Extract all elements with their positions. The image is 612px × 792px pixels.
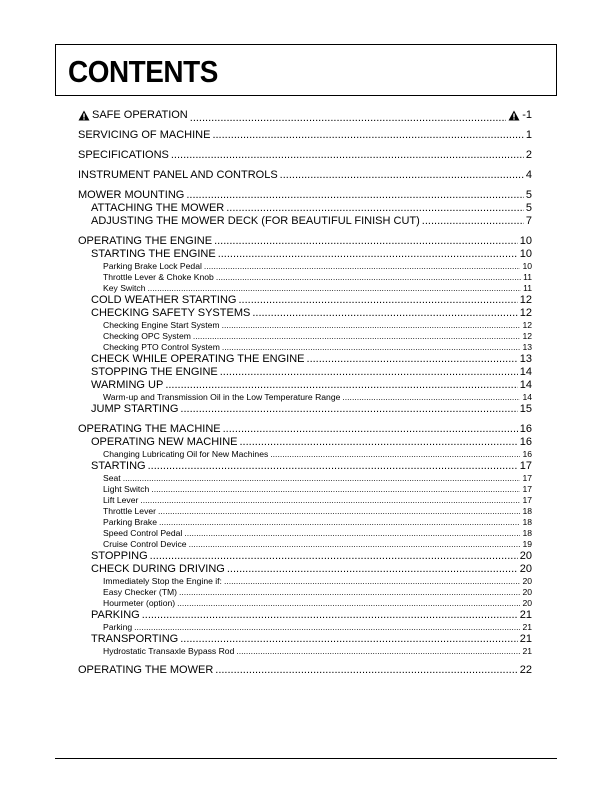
- dot-leader: [239, 436, 517, 449]
- toc-entry[interactable]: [78, 331, 532, 342]
- toc-entry-text: STARTING: [91, 460, 146, 472]
- toc-entry-text: Checking OPC System: [103, 331, 191, 341]
- toc-page-text: 14: [522, 392, 532, 402]
- toc-page-number: [522, 517, 532, 528]
- toc-page-number: [520, 436, 532, 449]
- dot-leader: [134, 622, 520, 633]
- toc-entry[interactable]: [78, 576, 532, 587]
- dot-leader: [186, 189, 524, 202]
- toc-page-number: [523, 283, 532, 294]
- toc-entry[interactable]: [78, 646, 532, 657]
- bottom-rule: [55, 758, 557, 759]
- toc-entry[interactable]: [78, 622, 532, 633]
- toc-page-number: [526, 149, 532, 162]
- toc-entry-label: [103, 539, 187, 550]
- toc-page-text: 17: [522, 473, 532, 483]
- toc-page-number: [522, 598, 532, 609]
- toc-entry-text: Seat: [103, 473, 121, 483]
- toc-page-text: 18: [522, 506, 532, 516]
- toc-page-number: [522, 506, 532, 517]
- toc-entry-label: [103, 495, 138, 506]
- toc-entry[interactable]: [78, 403, 532, 416]
- toc-entry[interactable]: [78, 460, 532, 473]
- toc-entry-label: [78, 189, 184, 202]
- toc-page-text: 2: [525, 149, 532, 161]
- table-of-contents: [78, 109, 532, 677]
- toc-entry-text: Cruise Control Device: [103, 539, 187, 549]
- toc-page-text: 10: [522, 261, 532, 271]
- toc-page-text: 10: [519, 235, 532, 247]
- toc-page-text: 12: [519, 307, 532, 319]
- toc-entry-label: [91, 294, 236, 307]
- toc-page-number: [522, 495, 532, 506]
- toc-entry-text: Throttle Lever & Choke Knob: [103, 272, 214, 282]
- toc-entry[interactable]: [78, 423, 532, 436]
- toc-page-number: [520, 550, 532, 563]
- toc-entry[interactable]: [78, 169, 532, 182]
- toc-entry[interactable]: [78, 235, 532, 248]
- dot-leader: [223, 423, 518, 436]
- toc-entry[interactable]: [78, 202, 532, 215]
- toc-page-text: 14: [519, 379, 532, 391]
- toc-entry-label: [103, 261, 202, 272]
- toc-entry-text: Lift Lever: [103, 495, 139, 505]
- toc-page-number: [526, 215, 532, 228]
- toc-page-text: 20: [519, 563, 532, 575]
- toc-entry-text: Key Switch: [103, 283, 146, 293]
- toc-entry-label: [103, 484, 149, 495]
- toc-page-number: [522, 539, 532, 550]
- toc-page-number: [522, 622, 532, 633]
- toc-entry-label: [78, 169, 278, 182]
- dot-leader: [184, 528, 520, 539]
- toc-page-text: 20: [522, 598, 532, 608]
- toc-page-text: 18: [522, 528, 532, 538]
- toc-entry[interactable]: [78, 484, 532, 495]
- dot-leader: [270, 449, 520, 460]
- toc-entry-label: [103, 598, 175, 609]
- toc-entry-label: [91, 563, 225, 576]
- toc-page-number: [520, 235, 532, 248]
- dot-leader: [236, 646, 520, 657]
- toc-entry[interactable]: [78, 633, 532, 646]
- toc-entry[interactable]: [78, 609, 532, 622]
- toc-entry[interactable]: [78, 598, 532, 609]
- toc-entry-label: [78, 423, 221, 436]
- page-title: CONTENTS: [68, 54, 218, 89]
- toc-entry-text: Light Switch: [103, 484, 150, 494]
- toc-entry-label: [103, 342, 220, 353]
- toc-page-text: -1: [522, 109, 532, 121]
- toc-entry-label: [91, 379, 163, 392]
- toc-entry-label: [78, 664, 213, 677]
- toc-page-number: [520, 307, 532, 320]
- toc-entry-label: [103, 473, 121, 484]
- toc-entry-text: Parking Brake Lock Pedal: [103, 261, 202, 271]
- dot-leader: [189, 539, 521, 550]
- toc-entry-label: [103, 576, 222, 587]
- toc-entry[interactable]: [78, 342, 532, 353]
- toc-entry-label: [103, 320, 220, 331]
- toc-entry-label: [103, 392, 340, 403]
- toc-entry-label: [103, 587, 177, 598]
- toc-entry-text: Checking Engine Start System: [103, 320, 220, 330]
- toc-page-text: 12: [522, 331, 532, 341]
- dot-leader: [179, 587, 520, 598]
- dot-leader: [214, 235, 518, 248]
- toc-entry-label: [91, 609, 140, 622]
- toc-page-text: 21: [519, 609, 532, 621]
- toc-entry-text: STOPPING: [91, 550, 148, 562]
- toc-entry-text: OPERATING NEW MACHINE: [91, 436, 238, 448]
- toc-page-number: [520, 294, 532, 307]
- toc-page-number: [522, 576, 532, 587]
- toc-entry-text: INSTRUMENT PANEL AND CONTROLS: [78, 169, 278, 181]
- toc-page-text: 7: [525, 215, 532, 227]
- toc-entry-label: [103, 283, 146, 294]
- toc-entry[interactable]: [78, 550, 532, 563]
- toc-entry-text: TRANSPORTING: [91, 633, 179, 645]
- toc-entry[interactable]: [78, 563, 532, 576]
- dot-leader: [177, 598, 520, 609]
- toc-entry-text: STOPPING THE ENGINE: [91, 366, 218, 378]
- toc-entry[interactable]: [78, 449, 532, 460]
- toc-entry-label: [103, 449, 268, 460]
- toc-entry-text: PARKING: [91, 609, 140, 621]
- toc-entry-label: [78, 149, 169, 162]
- toc-page-number: [522, 587, 532, 598]
- toc-page-text: 12: [519, 294, 532, 306]
- toc-gap: [78, 228, 532, 235]
- toc-entry[interactable]: [78, 109, 532, 122]
- toc-entry-label: [91, 436, 237, 449]
- toc-entry[interactable]: [78, 366, 532, 379]
- toc-page-number: [522, 528, 532, 539]
- toc-page-text: 17: [522, 495, 532, 505]
- toc-entry[interactable]: [78, 379, 532, 392]
- toc-entry[interactable]: [78, 473, 532, 484]
- toc-entry[interactable]: [78, 392, 532, 403]
- toc-entry-text: Warm-up and Transmission Oil in the Low Temperature Range: [103, 392, 341, 402]
- dot-leader: [422, 215, 524, 228]
- toc-entry-label: [103, 646, 234, 657]
- toc-entry-text: Parking: [103, 622, 133, 632]
- toc-page-text: 5: [525, 202, 532, 214]
- toc-entry-text: OPERATING THE MOWER: [78, 664, 214, 676]
- toc-entry[interactable]: [78, 189, 532, 202]
- toc-page-number: [508, 109, 532, 122]
- toc-page-text: 16: [522, 449, 532, 459]
- dot-leader: [180, 633, 518, 646]
- toc-entry[interactable]: [78, 307, 532, 320]
- toc-entry-label: [91, 215, 420, 228]
- toc-entry-label: [103, 528, 182, 539]
- dot-leader: [148, 460, 518, 473]
- dot-leader: [238, 294, 517, 307]
- toc-entry-text: CHECK WHILE OPERATING THE ENGINE: [91, 353, 305, 365]
- toc-page-number: [526, 189, 532, 202]
- toc-page-text: 20: [522, 587, 532, 597]
- toc-page-number: [522, 473, 532, 484]
- dot-leader: [171, 149, 524, 162]
- toc-entry-text: Parking Brake: [103, 517, 157, 527]
- toc-entry-text: OPERATING THE ENGINE: [78, 235, 213, 247]
- toc-page-text: 10: [519, 248, 532, 260]
- toc-entry[interactable]: [78, 664, 532, 677]
- toc-gap: [78, 142, 532, 149]
- toc-page-number: [520, 366, 532, 379]
- dot-leader: [193, 331, 521, 342]
- toc-entry-label: [103, 331, 191, 342]
- toc-entry-label: [91, 403, 178, 416]
- toc-page-text: 16: [519, 436, 532, 448]
- dot-leader: [307, 353, 518, 366]
- toc-page-text: 18: [522, 517, 532, 527]
- toc-page-text: 4: [525, 169, 532, 181]
- toc-entry-label: [103, 506, 156, 517]
- dot-leader: [216, 272, 521, 283]
- toc-entry-text: Throttle Lever: [103, 506, 157, 516]
- toc-entry[interactable]: [78, 215, 532, 228]
- toc-page-number: [526, 202, 532, 215]
- toc-page-text: 19: [522, 539, 532, 549]
- toc-gap: [78, 657, 532, 664]
- toc-entry[interactable]: [78, 517, 532, 528]
- dot-leader: [123, 473, 521, 484]
- toc-entry-text: JUMP STARTING: [91, 403, 179, 415]
- toc-entry-text: WARMING UP: [91, 379, 164, 391]
- dot-leader: [222, 342, 521, 353]
- toc-page-text: 21: [519, 633, 532, 645]
- dot-leader: [218, 248, 518, 261]
- toc-entry-text: Immediately Stop the Engine if:: [103, 576, 222, 586]
- toc-page-number: [526, 169, 532, 182]
- toc-entry-text: Checking PTO Control System: [103, 342, 220, 352]
- toc-entry[interactable]: [78, 320, 532, 331]
- toc-entry-label: [91, 550, 148, 563]
- toc-page-text: 13: [519, 353, 532, 365]
- toc-entry[interactable]: [78, 149, 532, 162]
- toc-entry-text: SAFE OPERATION: [92, 109, 188, 121]
- toc-page-text: 12: [522, 320, 532, 330]
- toc-entry[interactable]: [78, 495, 532, 506]
- toc-page-number: [522, 392, 532, 403]
- dot-leader: [224, 576, 520, 587]
- toc-page-text: 13: [522, 342, 532, 352]
- toc-entry-text: CHECK DURING DRIVING: [91, 563, 225, 575]
- toc-entry-text: ADJUSTING THE MOWER DECK (FOR BEAUTIFUL FINISH CUT): [91, 215, 420, 227]
- toc-page-number: [520, 403, 532, 416]
- dot-leader: [215, 664, 517, 677]
- toc-entry-text: SPECIFICATIONS: [78, 149, 169, 161]
- toc-entry[interactable]: [78, 539, 532, 550]
- toc-page-text: 21: [522, 622, 532, 632]
- toc-gap: [78, 162, 532, 169]
- toc-page-number: [520, 353, 532, 366]
- toc-page-number: [520, 633, 532, 646]
- toc-page-number: [523, 272, 532, 283]
- toc-entry[interactable]: [78, 129, 532, 142]
- toc-entry[interactable]: [78, 353, 532, 366]
- toc-page-number: [522, 320, 532, 331]
- toc-page-number: [520, 423, 532, 436]
- toc-page-text: 11: [523, 272, 532, 282]
- toc-entry[interactable]: [78, 272, 532, 283]
- toc-entry[interactable]: [78, 587, 532, 598]
- dot-leader: [150, 550, 518, 563]
- toc-entry[interactable]: [78, 294, 532, 307]
- toc-page-number: [520, 248, 532, 261]
- dot-leader: [280, 169, 524, 182]
- toc-page-text: 20: [519, 550, 532, 562]
- dot-leader: [212, 129, 523, 142]
- dot-leader: [158, 506, 520, 517]
- toc-page-number: [522, 484, 532, 495]
- dot-leader: [151, 484, 520, 495]
- dot-leader: [190, 112, 506, 122]
- dot-leader: [165, 379, 517, 392]
- toc-page-number: [520, 460, 532, 473]
- toc-entry[interactable]: [78, 283, 532, 294]
- toc-entry-text: Hourmeter (option): [103, 598, 176, 608]
- toc-entry[interactable]: [78, 528, 532, 539]
- toc-page-number: [522, 342, 532, 353]
- title-box: [55, 44, 557, 96]
- toc-entry-label: [78, 109, 188, 122]
- toc-page-text: 15: [519, 403, 532, 415]
- dot-leader: [142, 609, 518, 622]
- toc-page-number: [520, 609, 532, 622]
- toc-entry-text: COLD WEATHER STARTING: [91, 294, 237, 306]
- toc-entry-text: Changing Lubricating Oil for New Machines: [103, 449, 269, 459]
- dot-leader: [159, 517, 520, 528]
- toc-entry-label: [91, 353, 305, 366]
- dot-leader: [342, 392, 520, 403]
- toc-entry-text: MOWER MOUNTING: [78, 189, 185, 201]
- toc-entry-label: [103, 517, 157, 528]
- toc-page-text: 21: [522, 646, 532, 656]
- toc-page-text: 14: [519, 366, 532, 378]
- toc-gap: [78, 182, 532, 189]
- toc-entry-text: ATTACHING THE MOWER: [91, 202, 225, 214]
- toc-gap: [78, 122, 532, 129]
- warning-triangle-icon: [78, 110, 90, 121]
- toc-entry[interactable]: [78, 248, 532, 261]
- dot-leader: [227, 563, 518, 576]
- toc-entry[interactable]: [78, 506, 532, 517]
- toc-page-number: [520, 563, 532, 576]
- toc-entry-label: [91, 633, 178, 646]
- toc-page-number: [520, 664, 532, 677]
- toc-entry-label: [91, 307, 250, 320]
- toc-page-number: [522, 261, 532, 272]
- toc-page-number: [522, 331, 532, 342]
- toc-entry-label: [91, 248, 216, 261]
- dot-leader: [252, 307, 517, 320]
- dot-leader: [222, 320, 521, 331]
- toc-entry-text: Speed Control Pedal: [103, 528, 183, 538]
- toc-entry-text: Hydrostatic Transaxle Bypass Rod: [103, 646, 235, 656]
- toc-entry-label: [91, 460, 146, 473]
- toc-entry-label: [78, 129, 210, 142]
- toc-page-text: 20: [522, 576, 532, 586]
- dot-leader: [140, 495, 520, 506]
- toc-page-text: 17: [522, 484, 532, 494]
- dot-leader: [226, 202, 524, 215]
- toc-page-number: [522, 646, 532, 657]
- toc-page-text: 22: [519, 664, 532, 676]
- toc-entry-label: [91, 202, 224, 215]
- warning-triangle-icon: [508, 110, 520, 121]
- toc-page-text: 16: [519, 423, 532, 435]
- dot-leader: [220, 366, 518, 379]
- toc-entry-label: [91, 366, 218, 379]
- toc-page-text: 1: [525, 129, 532, 141]
- toc-entry-text: OPERATING THE MACHINE: [78, 423, 221, 435]
- toc-page-number: [526, 129, 532, 142]
- toc-entry-text: STARTING THE ENGINE: [91, 248, 216, 260]
- toc-entry[interactable]: [78, 261, 532, 272]
- toc-page-text: 11: [523, 283, 532, 293]
- toc-entry-label: [78, 235, 212, 248]
- toc-page-text: 17: [519, 460, 532, 472]
- toc-page-number: [522, 449, 532, 460]
- dot-leader: [148, 283, 522, 294]
- toc-page-number: [520, 379, 532, 392]
- toc-entry-text: Easy Checker (TM): [103, 587, 178, 597]
- toc-entry-text: SERVICING OF MACHINE: [78, 129, 211, 141]
- toc-entry-text: CHECKING SAFETY SYSTEMS: [91, 307, 251, 319]
- toc-entry-label: [103, 622, 132, 633]
- toc-gap: [78, 416, 532, 423]
- toc-entry-label: [103, 272, 214, 283]
- dot-leader: [180, 403, 517, 416]
- toc-page-text: 5: [525, 189, 532, 201]
- toc-entry[interactable]: [78, 436, 532, 449]
- dot-leader: [204, 261, 521, 272]
